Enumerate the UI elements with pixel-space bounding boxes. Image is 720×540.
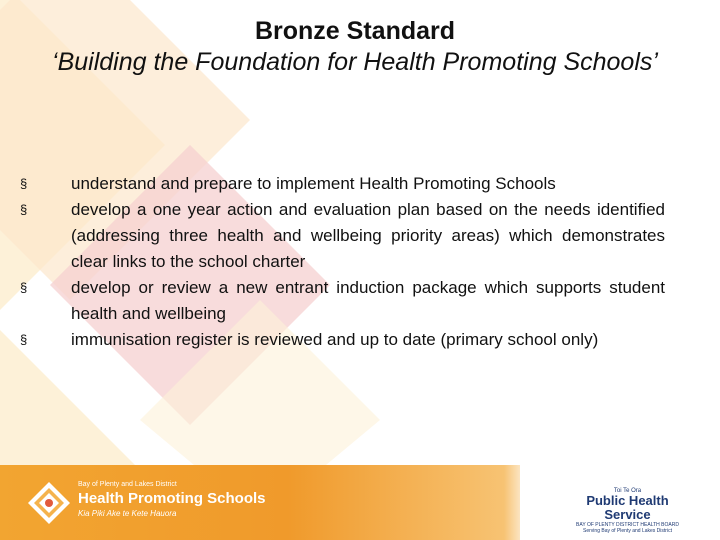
slide-title bbox=[40, 16, 670, 78]
bullet-item bbox=[20, 197, 665, 275]
bullet-item bbox=[20, 171, 665, 197]
health-promoting-schools-logo-icon bbox=[26, 480, 72, 526]
bullet-list bbox=[20, 171, 665, 353]
bullet-text: develop a one year action and evaluation plan based on the needs identified (addressing three health and wellbeing priority areas) which demonstrates clear links to the school charter bbox=[71, 200, 665, 271]
bullet-item bbox=[20, 327, 665, 353]
hps-name-text: Health Promoting Schools bbox=[78, 490, 266, 507]
phs-tagline-text: Serving Bay of Plenty and Lakes District bbox=[583, 528, 672, 534]
public-health-service-logo bbox=[565, 488, 690, 534]
hps-branding bbox=[78, 481, 266, 518]
hps-district-text: Bay of Plenty and Lakes District bbox=[78, 481, 177, 488]
bullet-marker: § bbox=[20, 280, 28, 295]
bullet-marker: § bbox=[20, 202, 28, 217]
phs-top-text: Toi Te Ora bbox=[613, 488, 642, 494]
phs-sub-text: BAY OF PLENTY DISTRICT HEALTH BOARD bbox=[576, 522, 679, 528]
bullet-marker: § bbox=[20, 176, 28, 191]
hps-maori-text: Kia Piki Ake te Kete Hauora bbox=[78, 509, 177, 518]
bullet-text: immunisation register is reviewed and up to date (primary school only) bbox=[71, 330, 599, 349]
phs-name-text: Public Health Service bbox=[586, 493, 669, 522]
subtitle-text: ‘Building the Foundation for Health Promoting Schools’ bbox=[52, 48, 658, 76]
bullet-marker: § bbox=[20, 332, 28, 347]
bullet-text: understand and prepare to implement Health Promoting Schools bbox=[71, 174, 556, 193]
bullet-text: develop or review a new entrant induction package which supports student health and wellbeing bbox=[71, 278, 665, 323]
title-text: Bronze Standard bbox=[254, 17, 456, 45]
bullet-item bbox=[20, 275, 665, 327]
